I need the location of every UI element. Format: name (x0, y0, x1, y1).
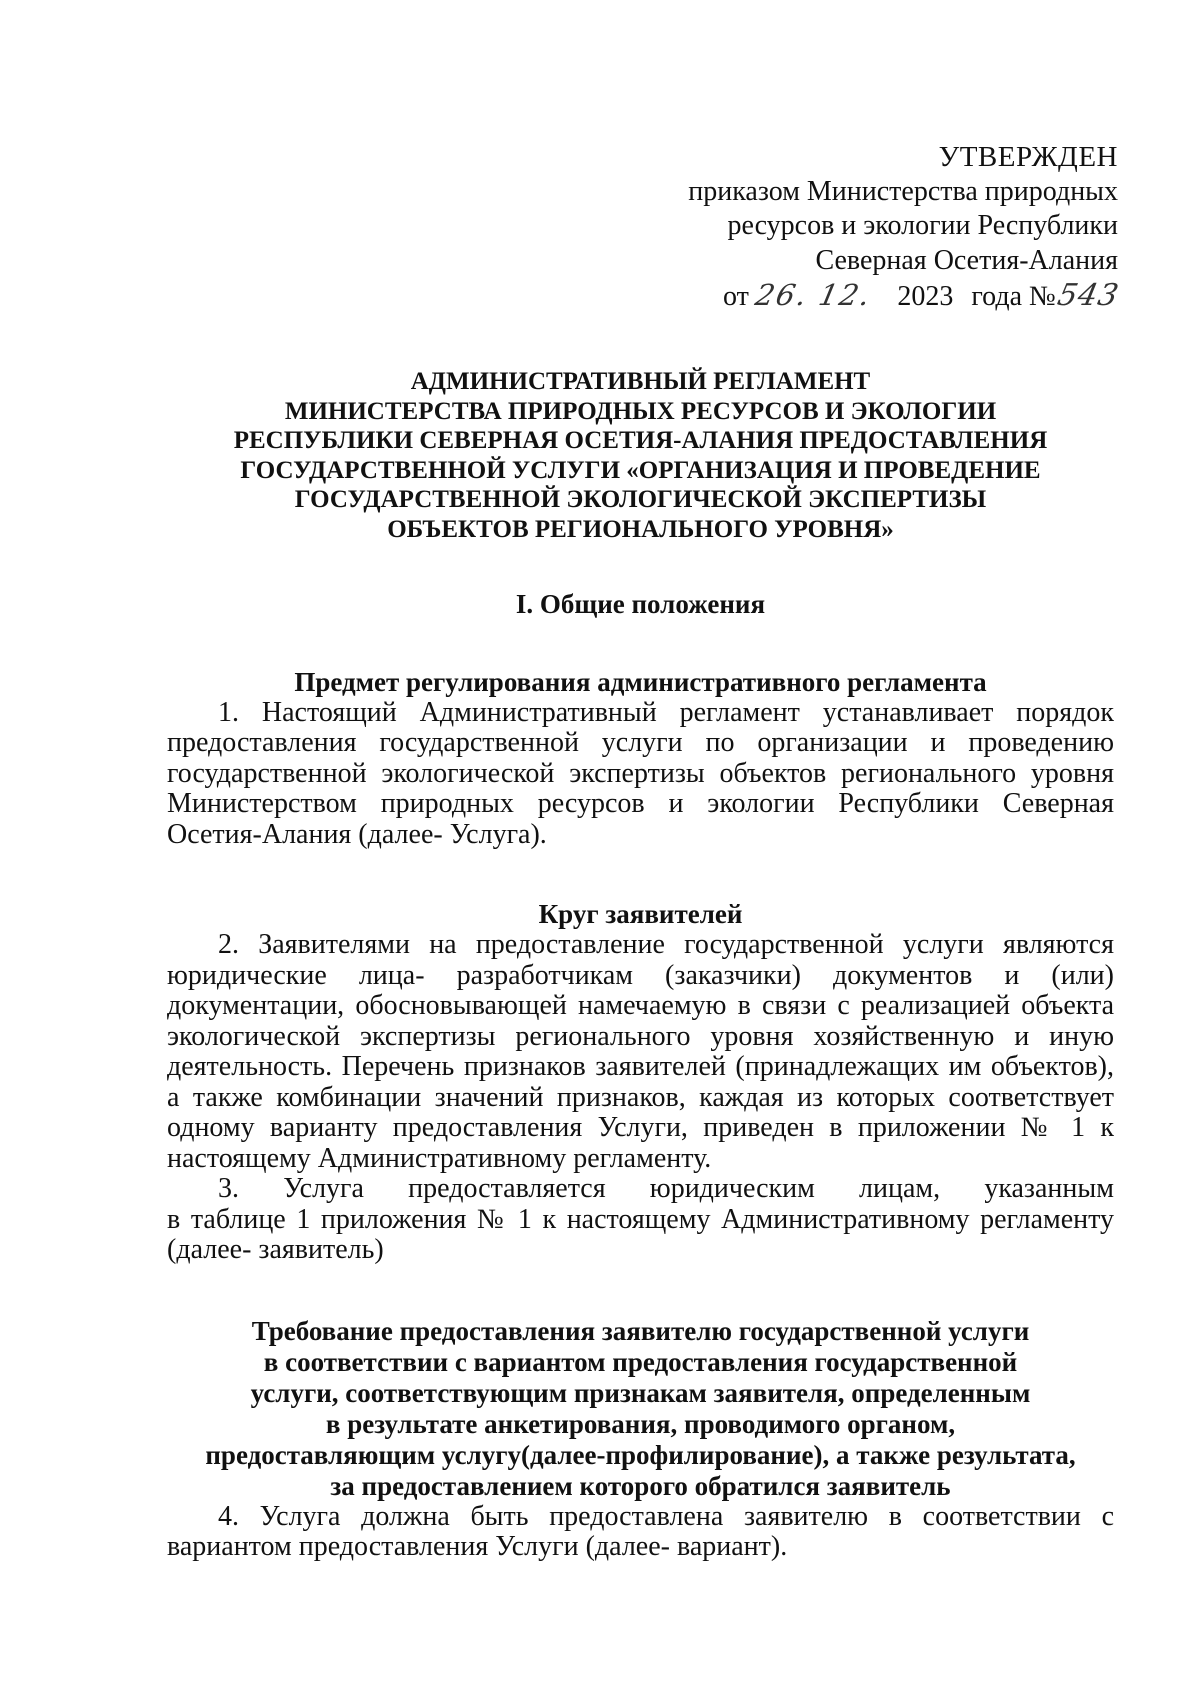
number-label: года № (971, 281, 1056, 312)
document-title-line-2: МИНИСТЕРСТВА ПРИРОДНЫХ РЕСУРСОВ И ЭКОЛОГИИ (284, 397, 997, 425)
approval-line-3: Северная Осетия-Алания (815, 244, 1118, 276)
paragraph-2: 2. Заявителями на предоставление государственной услуги являются юридические лица- разработчикам (заказчики) документов и (или) документации, обосновывающей намечаемую в связи с реализацией объекта экологической экспертизы регионального уровня хозяйственную и иную деятельность. Перечень признаков заявителей (принадлежащих им объектов), а также комбинации значений признаков, каждая из которых соответствует одному варианту предоставления Услуги, приведен в приложении № 1 к настоящему Административному регламенту. (167, 929, 1114, 1174)
paragraph-3-word: 3. (218, 1173, 239, 1204)
paragraph-4: 4. Услуга должна быть предоставлена заявителю в соответствии с вариантом предоставления Услуги (далее- вариант). (167, 1500, 1114, 1562)
handwritten-number: 543 (1054, 278, 1122, 313)
document-body (167, 367, 1114, 1563)
approval-date-line (558, 278, 1122, 315)
subheading-subject-text: Предмет регулирования административного регламента (294, 666, 987, 697)
subheading-requirement-line-2: в соответствии с вариантом предоставления государственной (263, 1346, 1018, 1377)
document-title-line-6: ОБЪЕКТОВ РЕГИОНАЛЬНОГО УРОВНЯ» (387, 515, 894, 543)
paragraph-3-word: Услуга (283, 1173, 364, 1204)
paragraph-3-rest: в таблице 1 приложения № 1 к настоящему Административному регламенту (далее- заявитель) (167, 1203, 1114, 1265)
date-prefix: от (723, 281, 749, 312)
paragraph-3-first-line (167, 1174, 1114, 1205)
subheading-requirement-line-4: в результате анкетирования, проводимого органом, (325, 1408, 956, 1439)
handwritten-date: 26. 12. (752, 278, 876, 312)
subheading-requirement-line-5: предоставляющим услугу(далее-профилирование), а также результата, (205, 1439, 1076, 1470)
approval-year: 2023 (897, 281, 954, 312)
paragraph-1: 1. Настоящий Административный регламент устанавливает порядок предоставления государственной услуги по организации и проведению государственной экологической экспертизы объектов регионального уровня Министерством природных ресурсов и экологии Республики Северная Осетия-Алания (далее- Услуга). (167, 696, 1114, 850)
document-title-line-3: РЕСПУБЛИКИ СЕВЕРНАЯ ОСЕТИЯ-АЛАНИЯ ПРЕДОСТАВЛЕНИЯ (233, 427, 1048, 454)
subheading-requirement-line-3: услуги, соответствующим признакам заявителя, определенным (250, 1377, 1031, 1408)
document-title-line-4: ГОСУДАРСТВЕННОЙ УСЛУГИ «ОРГАНИЗАЦИЯ И ПРОВЕДЕНИЕ (240, 456, 1041, 484)
subheading-applicants-text: Круг заявителей (538, 899, 743, 929)
paragraph-3-word: указанным (984, 1173, 1114, 1204)
subheading-requirement-line-1: Требование предоставления заявителю государственной услуги (251, 1315, 1030, 1346)
paragraph-3-word: юридическим (649, 1173, 815, 1204)
paragraph-3 (167, 1174, 1114, 1266)
subheading-subject (167, 667, 1114, 698)
paragraph-3-word: предоставляется (408, 1173, 606, 1204)
document-title-line-1: АДМИНИСТРАТИВНЫЙ РЕГЛАМЕНТ (410, 368, 871, 395)
document-title-line-5: ГОСУДАРСТВЕННОЙ ЭКОЛОГИЧЕСКОЙ ЭКСПЕРТИЗЫ (294, 486, 987, 513)
approval-line-2: ресурсов и экологии Республики (727, 210, 1118, 241)
approval-stamp-block (558, 140, 1122, 315)
subheading-requirement-line-6: за предоставлением которого обратился заявитель (330, 1470, 951, 1501)
approval-title: УТВЕРЖДЕН (938, 141, 1118, 173)
section-heading-general: I. Общие положения (515, 589, 766, 619)
paragraph-3-word: лицам, (859, 1173, 941, 1204)
subheading-requirement (167, 1316, 1114, 1502)
approval-line-1: приказом Министерства природных (688, 175, 1118, 207)
document-title (167, 367, 1114, 544)
subheading-applicants (167, 899, 1114, 930)
